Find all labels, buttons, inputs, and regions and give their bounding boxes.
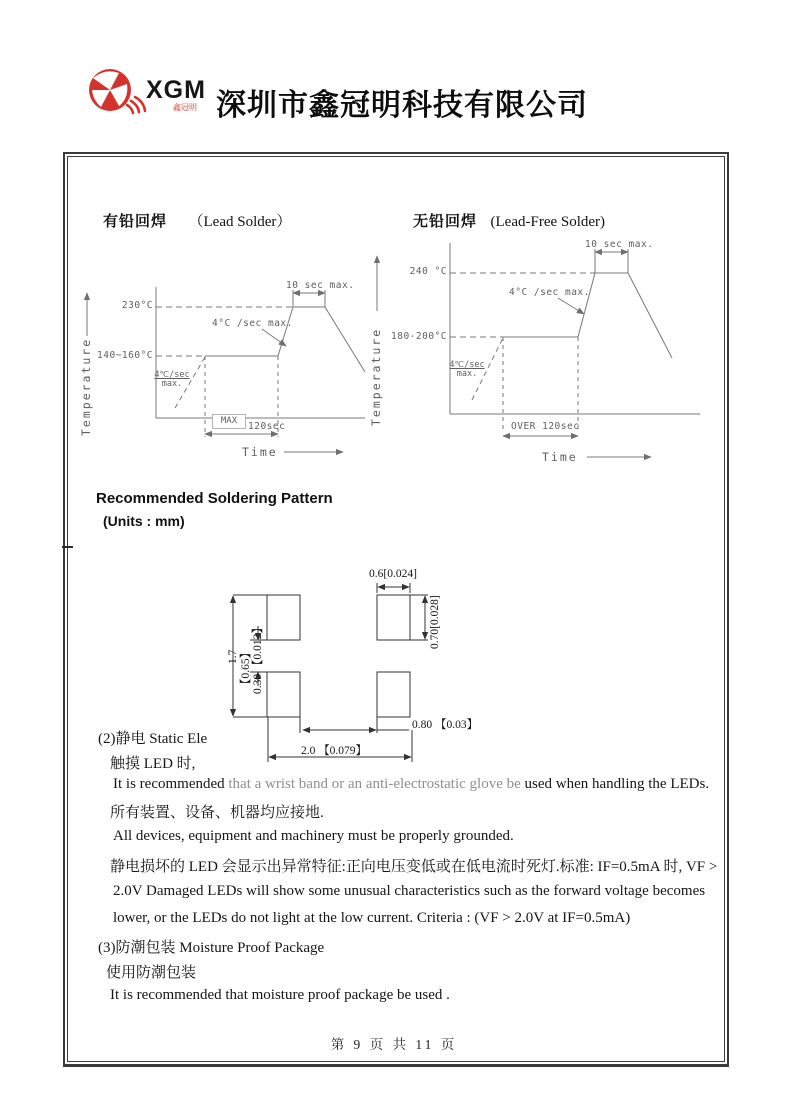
lead-preheat-temp: 140~160°C	[97, 350, 153, 361]
section2-heading: (2)静电 Static Ele	[98, 731, 208, 747]
damage-cn-line: 静电损坏的 LED 会显示出异常特征:正向电压变低或在低电流时死灯.标准: IF=0.5mA 时, VF >	[110, 859, 718, 875]
dim-pad-height: 0.70[0.028]	[429, 595, 441, 649]
leadfree-preheat-temp: 180-200°C	[391, 331, 447, 342]
leadfree-preheat-ramp-line1: 4℃/sec	[449, 360, 485, 370]
grounding-cn-line: 所有装置、设备、机器均应接地.	[110, 805, 324, 821]
section2-subline: 触摸 LED 时,	[110, 756, 196, 772]
pattern-units: (Units : mm)	[103, 513, 185, 529]
lead-y-axis-label: Temperature	[79, 337, 93, 436]
lead-x-axis-label: Time	[242, 445, 278, 459]
lead-solder-title-en: （Lead Solder）	[188, 214, 292, 230]
leadfree-preheat-ramp-line2: max.	[456, 369, 478, 379]
lead-peak-time-label: 10 sec max.	[286, 280, 355, 291]
lead-preheat-ramp-label	[154, 371, 190, 389]
company-logo	[83, 64, 213, 124]
esd-en-b: that a wrist band or an anti-electrostatic glove be	[228, 776, 525, 792]
leadfree-preheat-ramp-label	[449, 361, 485, 379]
damage-en-line2: lower, or the LEDs do not light at the low current. Criteria : (VF > 2.0V at IF=0.5mA)	[113, 910, 631, 926]
leadfree-peak-time-label: 10 sec max.	[585, 239, 654, 250]
leadfree-peak-temp: 240 °C	[409, 266, 447, 277]
dim-overall-width: 2.0 【0.079】	[300, 745, 368, 757]
dim-gap-bottom: 0.80 【0.03】	[412, 719, 479, 731]
leadfree-y-axis-label: Temperature	[369, 327, 383, 426]
page-number: 第 9 页 共 11 页	[330, 1037, 458, 1052]
margin-tick	[62, 546, 73, 548]
moisture-en-line: It is recommended that moisture proof package be used .	[110, 987, 450, 1003]
dim-top-width: 0.6[0.024]	[369, 568, 417, 580]
lead-solder-title-cn: 有铅回焊	[103, 214, 168, 230]
leadfree-solder-title-en: (Lead-Free Solder)	[490, 214, 606, 230]
dim-overall-height-inch: 【0.65】	[240, 646, 252, 690]
lead-solder-title	[103, 210, 291, 231]
logo-text: XGM	[146, 76, 206, 104]
esd-en-c: used when handling the LEDs.	[524, 776, 710, 792]
lead-dwell-time: 120sec	[248, 421, 286, 432]
dim-gap-vertical: 0.30 【0.012】	[252, 622, 264, 694]
damage-en-line1: 2.0V Damaged LEDs will show some unusual characteristics such as the forward voltage becomes	[113, 883, 706, 899]
leadfree-ramp-up-label: 4°C /sec max.	[509, 287, 590, 298]
lead-preheat-ramp-line1: 4℃/sec	[154, 370, 190, 380]
lead-ramp-up-label: 4°C /sec max.	[212, 318, 293, 329]
logo-subtext: 鑫冠明	[173, 103, 197, 112]
dim-overall-height: 1.7	[227, 649, 239, 664]
moisture-cn-line: 使用防潮包装	[106, 965, 197, 981]
leadfree-dwell-time: OVER 120sec	[511, 421, 580, 432]
lead-dwell-box: MAX	[212, 414, 246, 429]
esd-recommendation-line	[113, 776, 709, 793]
section3-heading: (3)防潮包装 Moisture Proof Package	[98, 940, 325, 956]
pattern-title: Recommended Soldering Pattern	[96, 490, 333, 507]
esd-en-a: It is recommended	[113, 776, 229, 792]
leadfree-solder-title	[413, 210, 605, 231]
lead-preheat-ramp-line2: max.	[161, 379, 183, 389]
lead-peak-temp: 230°C	[121, 300, 153, 311]
company-name: 深圳市鑫冠明科技有限公司	[216, 89, 588, 122]
reflow-charts-lines	[63, 235, 725, 475]
grounding-en-line: All devices, equipment and machinery must be properly grounded.	[113, 828, 514, 844]
leadfree-x-axis-label: Time	[542, 450, 578, 464]
leadfree-solder-title-cn: 无铅回焊	[413, 214, 478, 230]
